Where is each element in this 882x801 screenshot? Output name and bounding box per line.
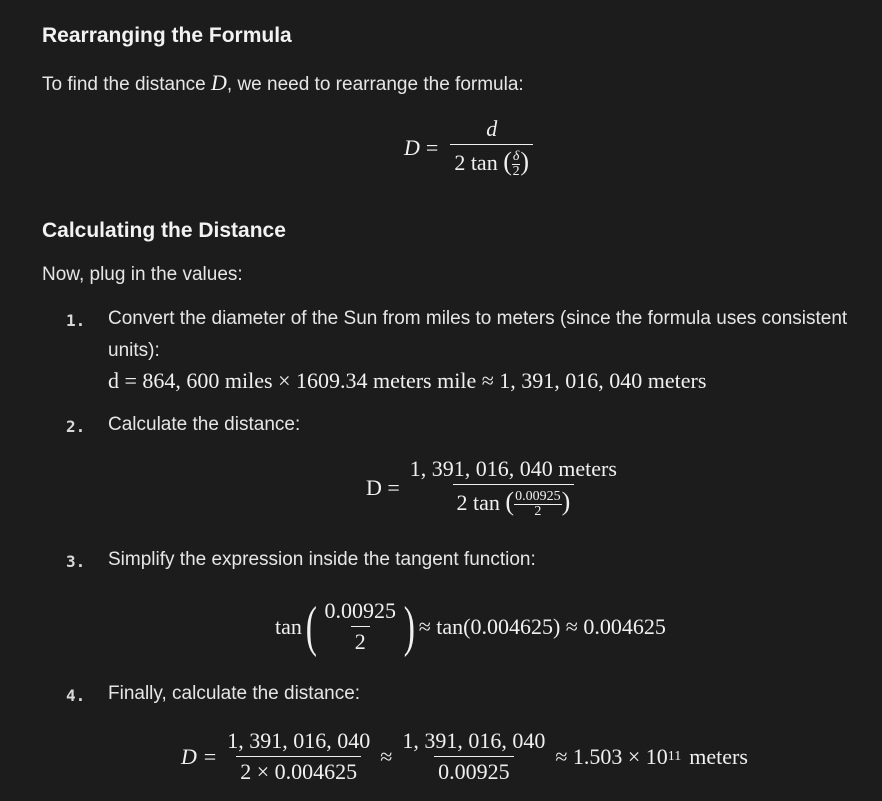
step-2-distance-formula (366, 456, 627, 519)
section-heading-calculating: Calculating the Distance (42, 219, 286, 242)
step-4-approx: ≈ (380, 743, 393, 769)
step-3-text: Simplify the expression inside the tangent function: (108, 549, 536, 570)
step-number-4: 4. (66, 686, 86, 705)
step-3-denominator: 2 (351, 626, 370, 655)
step-1-conversion-math: d = 864, 600 miles × 1609.34 meters mile ≈ 1, 391, 016, 040 meters (108, 368, 707, 393)
step-4-text: Finally, calculate the distance: (108, 683, 361, 704)
step-4-lhs: D = (181, 743, 218, 769)
step-3-numerator: 0.00925 (324, 598, 397, 623)
step-2-inner-den: 2 (534, 504, 542, 520)
formula-equals: = (425, 134, 439, 160)
formula-denominator: 2 tan ( $\frac{\delta}{2}$ ) (450, 144, 533, 179)
rearrange-text-pre: To find the distance (42, 74, 211, 95)
step-4-final-math (181, 728, 748, 785)
tan-prefix: 2 tan (454, 150, 498, 175)
half-denominator: 2 (512, 164, 520, 180)
step-2-inner-fraction (514, 490, 562, 519)
formula-numerator: d (486, 116, 498, 141)
rearrange-text-post: , we need to rearrange the formula: (226, 74, 524, 95)
formula-fraction (450, 116, 533, 179)
rearrange-paragraph (42, 70, 524, 96)
step-4-result: ≈ 1.503 × 10 (555, 743, 668, 769)
step-4-fraction-2 (398, 728, 549, 785)
calc-intro-text: Now, plug in the values: (42, 264, 243, 285)
step-2-denominator: 2 tan ( $\frac{0.00925}{2}$ ) (453, 484, 575, 519)
section-heading-rearranging: Rearranging the Formula (42, 24, 292, 47)
step-4-frac1-num: 1, 391, 016, 040 (227, 728, 371, 753)
step-3-tan: tan (275, 613, 302, 639)
step-1-text: Convert the diameter of the Sun from miles to meters (since the formula uses consistent units): (108, 308, 848, 361)
step-2-fraction (406, 456, 621, 519)
step-2-tan: 2 tan (456, 490, 500, 515)
delta-symbol: δ (512, 149, 520, 165)
step-4-exponent: 11 (667, 748, 682, 764)
distance-variable: D (211, 70, 227, 95)
step-4-fraction-1 (223, 728, 374, 785)
step-2-inner-num: 0.00925 (515, 489, 561, 505)
step-number-3: 3. (66, 552, 86, 571)
step-2-lhs: D = (366, 474, 400, 500)
formula-lhs: D (404, 134, 420, 160)
step-3-result: ≈ tan(0.004625) ≈ 0.004625 (418, 613, 666, 639)
step-number-1: 1. (66, 311, 86, 330)
step-4-frac2-den: 0.00925 (434, 756, 514, 785)
step-3-tangent-math: tan ( $\frac{0.00925}{2}$ ) ≈ tan(0.004625) ≈ 0.004625 (275, 595, 666, 658)
step-3-fraction (321, 598, 401, 655)
step-2-text: Calculate the distance: (108, 414, 301, 435)
step-4-unit: meters (689, 743, 748, 769)
step-number-2: 2. (66, 417, 86, 436)
step-4-frac1-den: 2 × 0.004625 (236, 756, 361, 785)
rearranged-formula (404, 116, 539, 179)
step-4-frac2-num: 1, 391, 016, 040 (402, 728, 546, 753)
step-2-numerator: 1, 391, 016, 040 meters (409, 456, 617, 481)
